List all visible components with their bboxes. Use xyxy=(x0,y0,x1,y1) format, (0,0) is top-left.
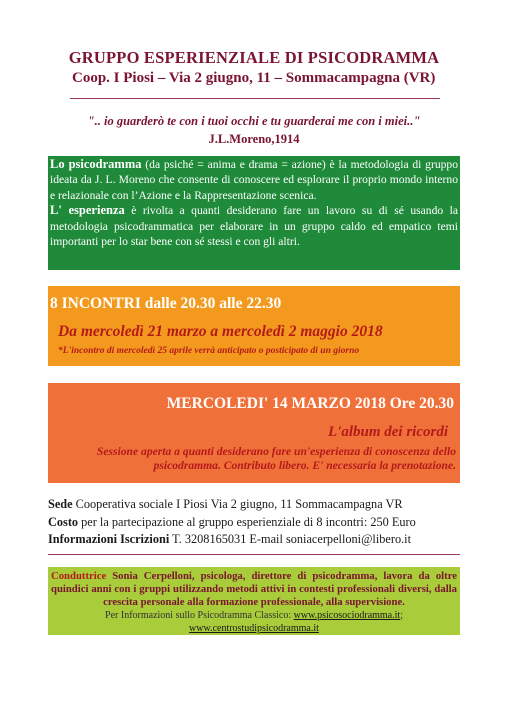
divider-bottom xyxy=(48,554,460,555)
schedule-box xyxy=(48,286,460,366)
conductor-text: Sonia Cerpelloni, psicologa, direttore di psicodramma, lavora da oltre quindici anni con i gruppi utilizzando metodi attivi in contesti professionali diversi, dalla crescita personale alla formazione professionale, alla supervisione. xyxy=(51,570,457,608)
event-box xyxy=(48,383,460,483)
intro-term-esperienza: L' esperienza xyxy=(50,203,125,218)
info-iscrizioni xyxy=(48,531,460,549)
link-centrostudi[interactable]: www.centrostudipsicodramma.it xyxy=(189,622,319,634)
info-block xyxy=(48,496,460,549)
info-costo-label: Costo xyxy=(48,514,79,529)
intro-paragraph-1 xyxy=(50,157,458,203)
info-iscrizioni-label: Informazioni Iscrizioni xyxy=(48,532,170,546)
link-psicosociodramma[interactable]: www.psicosociodramma.it xyxy=(293,610,401,621)
divider-top xyxy=(70,98,440,99)
conductor-box xyxy=(48,567,460,635)
event-date: MERCOLEDI' 14 MARZO 2018 Ore 20.30 xyxy=(166,395,454,412)
intro-box xyxy=(48,156,460,270)
conductor-label: Conduttrice xyxy=(51,570,107,582)
page-subtitle: Coop. I Piosi – Via 2 giugno, 11 – Sommacampagna (VR) xyxy=(72,70,436,86)
conductor-bio xyxy=(51,570,457,609)
intro-text-1: (da psiché = anima e drama = azione) è la metodologia di gruppo ideata da J. L. Moreno che consente di conoscere ed esplorare il proprio mondo interno e relazionale con l’Azione e la Rappresentazione scenica. xyxy=(50,158,459,202)
info-sede-value: Cooperativa sociale I Piosi Via 2 giugno, 11 Sommacampagna VR xyxy=(72,497,403,511)
quote-text: ".. io guarderò te con i tuoi occhi e tu guarderai me con i miei.." xyxy=(87,114,421,128)
info-costo-value: per la partecipazione al gruppo esperienziale di 8 incontri: 250 Euro xyxy=(78,514,416,529)
schedule-sessions: 8 INCONTRI dalle 20.30 alle 22.30 xyxy=(50,295,282,312)
quote-author: J.L.Moreno,1914 xyxy=(208,132,300,146)
info-sede-label: Sede xyxy=(48,497,73,511)
intro-paragraph-2 xyxy=(50,203,458,249)
event-description: Sessione aperta a quanti desiderano fare un'esperienza di conoscenza dello psicodramma. Contributo libero. E' necessaria la prenotazione. xyxy=(96,445,456,472)
info-sede xyxy=(48,496,460,514)
links-block: Per Informazioni sullo Psicodramma Classico: www.psicosociodramma.it; www.centrostudipsicodramma.it xyxy=(105,610,403,634)
intro-text-2: è rivolta a quanti desiderano fare un lavoro su di sé usando la metodologia psicodrammatica per elaborare in un gruppo caldo ed empatico temi importanti per lo star bene con sé stessi e con gli altri. xyxy=(50,204,459,249)
page-title: GRUPPO ESPERIENZIALE DI PSICODRAMMA xyxy=(68,48,440,67)
info-costo xyxy=(48,514,460,532)
info-iscrizioni-value: T. 3208165031 E-mail soniacerpelloni@libero.it xyxy=(169,532,411,546)
event-name: L'album dei ricordi xyxy=(328,424,448,440)
schedule-dates: Da mercoledì 21 marzo a mercoledì 2 maggio 2018 xyxy=(58,323,383,340)
intro-term-psicodramma: Lo psicodramma xyxy=(50,157,142,171)
schedule-note: *L'incontro di mercoledì 25 aprile verrà anticipato o posticipato di un giorno xyxy=(58,346,360,356)
links-intro: Per Informazioni sullo Psicodramma Classico: xyxy=(105,610,292,621)
